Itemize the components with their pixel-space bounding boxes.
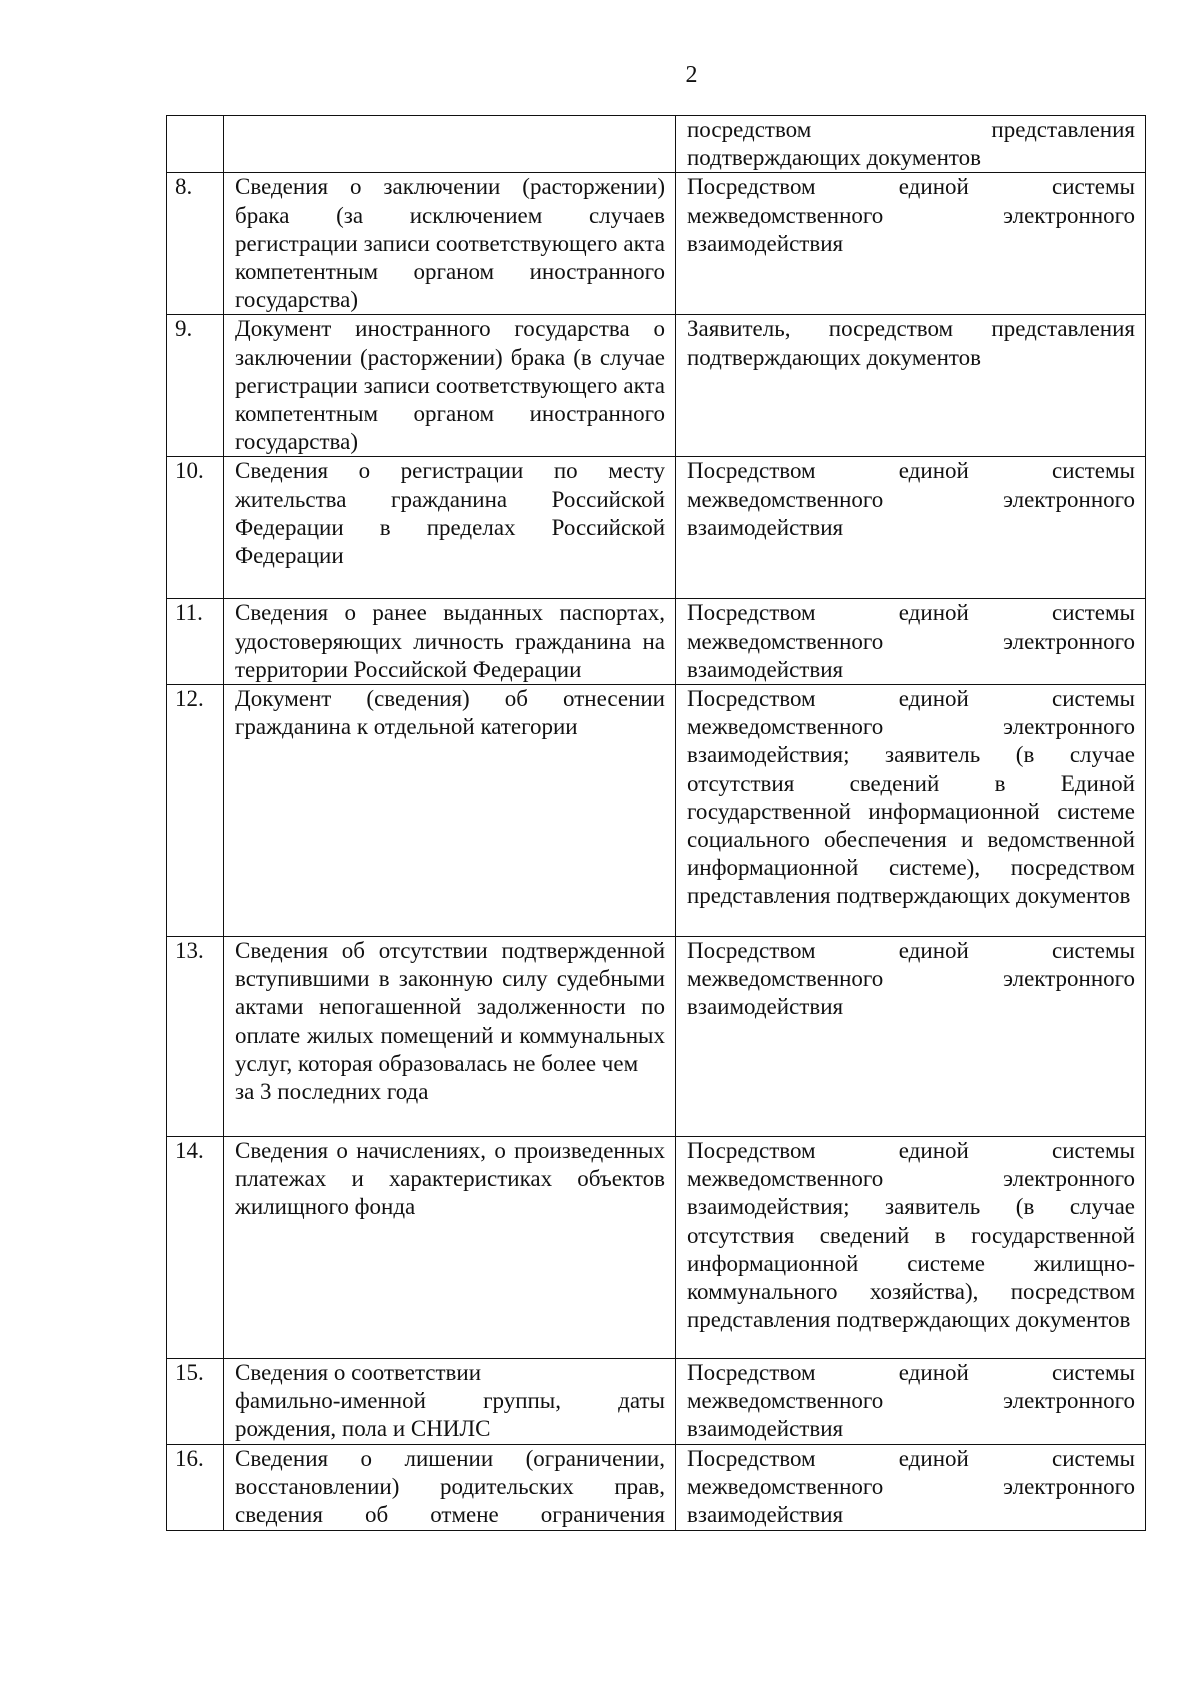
source-cell: посредством представления подтверждающих документов (676, 116, 1146, 173)
source-cell: Посредством единой системы межведомственного электронного взаимодействия (676, 457, 1146, 599)
source-cell: Посредством единой системы межведомственного электронного взаимодействия (676, 1359, 1146, 1445)
row-number-cell: 11. (167, 599, 224, 685)
table-row (167, 599, 1146, 685)
row-number-cell: 9. (167, 315, 224, 457)
document-text: фамильно-именной группы, даты рождения, пола и СНИЛС (235, 1388, 665, 1442)
row-number-cell: 15. (167, 1359, 224, 1445)
source-cell: Посредством единой системы межведомственного электронного взаимодействия (676, 1445, 1146, 1531)
row-number-cell (167, 116, 224, 173)
document-cell: Сведения о заключении (расторжении) брака (за исключением случаев регистрации записи соответствующего акта компетентным органом иностранного государства) (224, 173, 676, 315)
source-cell: Заявитель, посредством представления подтверждающих документов (676, 315, 1146, 457)
table-row (167, 1137, 1146, 1359)
table-row (167, 173, 1146, 315)
table-row (167, 1359, 1146, 1445)
document-cell: Документ иностранного государства о заключении (расторжении) брака (в случае регистрации записи соответствующего акта компетентным органом иностранного государства) (224, 315, 676, 457)
source-cell: Посредством единой системы межведомственного электронного взаимодействия (676, 937, 1146, 1137)
document-text: Сведения об отсутствии подтвержденной вступившими в законную силу судебными актами непогашенной задолженности по оплате жилых помещений и коммунальных услуг, которая образовалась не более чем (235, 938, 665, 1076)
row-number-cell: 16. (167, 1445, 224, 1531)
row-number-cell: 12. (167, 685, 224, 937)
page-number: 2 (685, 62, 698, 88)
source-cell: Посредством единой системы межведомственного электронного взаимодействия; заявитель (в случае отсутствия сведений в государственной информационной системе жилищно-коммунального хозяйства), посредством представления подтверждающих документов (676, 1137, 1146, 1359)
table-row (167, 937, 1146, 1137)
document-text-last: за 3 последних года (235, 1079, 429, 1105)
table-row (167, 315, 1146, 457)
document-cell: Сведения о ранее выданных паспортах, удостоверяющих личность гражданина на территории Российской Федерации (224, 599, 676, 685)
table-row (167, 116, 1146, 173)
document-cell (224, 937, 676, 1137)
document-cell: Сведения о регистрации по месту жительства гражданина Российской Федерации в пределах Российской Федерации (224, 457, 676, 599)
document-cell: Документ (сведения) об отнесении гражданина к отдельной категории (224, 685, 676, 937)
source-cell: Посредством единой системы межведомственного электронного взаимодействия; заявитель (в случае отсутствия сведений в Единой государственной информационной системе социального обеспечения и ведомственной информационной системе), посредством представления подтверждающих документов (676, 685, 1146, 937)
documents-table (166, 115, 1146, 1531)
document-cell: Сведения о начислениях, о произведенных платежах и характеристиках объектов жилищного фонда (224, 1137, 676, 1359)
source-cell: Посредством единой системы межведомственного электронного взаимодействия (676, 173, 1146, 315)
row-number-cell: 14. (167, 1137, 224, 1359)
table-row (167, 1445, 1146, 1531)
table-row (167, 457, 1146, 599)
source-cell: Посредством единой системы межведомственного электронного взаимодействия (676, 599, 1146, 685)
row-number-cell: 10. (167, 457, 224, 599)
table-row (167, 685, 1146, 937)
row-number-cell: 8. (167, 173, 224, 315)
document-cell (224, 1359, 676, 1445)
document-cell (224, 116, 676, 173)
row-number-cell: 13. (167, 937, 224, 1137)
document-cell: Сведения о лишении (ограничении, восстановлении) родительских прав, сведения об отмене ограничения (224, 1445, 676, 1531)
document-text-first: Сведения о соответствии (235, 1360, 482, 1386)
